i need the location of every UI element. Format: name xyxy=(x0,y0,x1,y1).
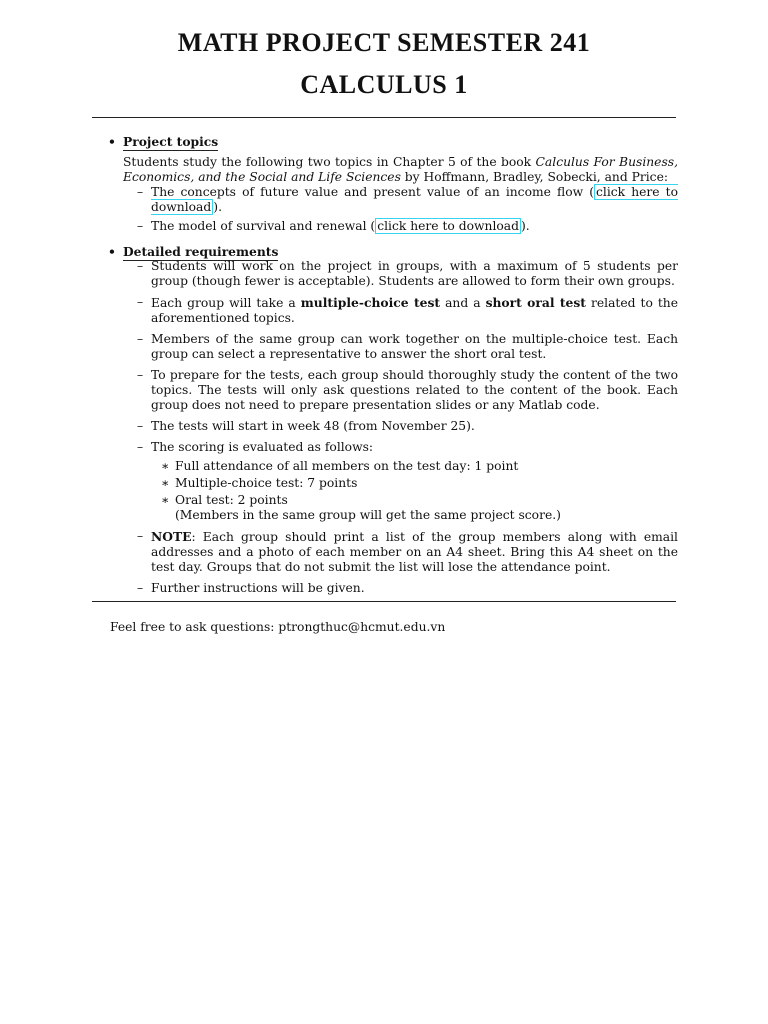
topic-text: The model of survival and renewal ( xyxy=(151,219,376,233)
requirement-text: related to the aforementioned topics. xyxy=(151,296,679,325)
requirement-text: and a xyxy=(440,296,486,310)
scoring-list xyxy=(151,459,678,523)
list-item xyxy=(108,581,678,596)
topic-suffix: ). xyxy=(521,219,530,233)
bottom-divider xyxy=(92,601,676,602)
score-text: Multiple-choice test: 7 points xyxy=(175,476,358,490)
dash-icon: – xyxy=(137,440,144,454)
download-link[interactable]: click here to download xyxy=(151,185,678,214)
list-item xyxy=(108,332,678,362)
dash-icon: – xyxy=(137,185,144,199)
project-topics-heading: Project topics xyxy=(123,134,219,149)
dash-icon: – xyxy=(137,295,144,309)
score-text: Full attendance of all members on the test day: 1 point xyxy=(175,459,519,473)
footer-contact: Feel free to ask questions: ptrongthuc@hcmut.edu.vn xyxy=(110,620,446,635)
requirement-text: Students will work on the project in groups, with a maximum of 5 students per group (though fewer is acceptable). Students are allowed to form their own groups. xyxy=(151,259,678,288)
topic-text: The concepts of future value and present value of an income flow ( xyxy=(151,185,595,199)
note-label: NOTE xyxy=(151,529,192,544)
topic-suffix: ). xyxy=(213,200,222,214)
list-item xyxy=(108,529,678,575)
list-item xyxy=(108,185,678,215)
section-project-topics xyxy=(108,134,678,234)
score-text: Oral test: 2 points xyxy=(175,493,288,507)
topics-list xyxy=(108,185,678,234)
asterisk-icon: ∗ xyxy=(161,493,170,507)
requirement-text: Each group will take a xyxy=(151,296,301,310)
oral-test-label: short oral test xyxy=(485,295,586,310)
dash-icon: – xyxy=(137,259,144,273)
dash-icon: – xyxy=(137,529,144,543)
requirement-text: The tests will start in week 48 (from November 25). xyxy=(151,419,475,433)
asterisk-icon: ∗ xyxy=(161,459,170,473)
dash-icon: – xyxy=(137,332,144,346)
multiple-choice-label: multiple-choice test xyxy=(300,295,441,310)
main-content xyxy=(108,134,678,602)
intro-text: Students study the following two topics in Chapter 5 of the book xyxy=(123,155,536,169)
requirement-text: Members of the same group can work together on the multiple-choice test. Each group can select a representative to answer the short oral test. xyxy=(151,332,678,361)
dash-icon: – xyxy=(137,419,144,433)
list-item xyxy=(108,259,678,289)
intro-authors: by Hoffmann, Bradley, Sobecki, and Price: xyxy=(400,170,668,184)
list-item xyxy=(108,419,678,434)
requirement-text: Further instructions will be given. xyxy=(151,581,365,595)
bullet-icon: • xyxy=(108,244,116,259)
document-subtitle: CALCULUS 1 xyxy=(300,70,468,99)
dash-icon: – xyxy=(137,219,144,233)
section-detailed-requirements xyxy=(108,244,678,596)
score-item xyxy=(151,459,678,474)
list-item xyxy=(108,295,678,326)
section-heading xyxy=(108,134,678,149)
requirement-text: : Each group should print a list of the group members along with email addresses and a photo of each member on an A4 sheet. Bring this A4 sheet on the test day. Groups that do not submit the list will lose the attendance point. xyxy=(151,530,678,574)
scoring-intro: The scoring is evaluated as follows: xyxy=(151,440,374,454)
score-item xyxy=(151,476,678,491)
dash-icon: – xyxy=(137,581,144,595)
document-title: MATH PROJECT SEMESTER 241 xyxy=(177,28,591,57)
dash-icon: – xyxy=(137,368,144,382)
requirement-text: To prepare for the tests, each group should thoroughly study the content of the two topics. The tests will only ask questions related to the content of the book. Each group does not need to prepare presentation slides or any Matlab code. xyxy=(151,368,678,412)
score-item xyxy=(151,493,678,523)
project-topics-intro xyxy=(123,155,678,185)
top-divider xyxy=(92,117,676,118)
detailed-requirements-heading: Detailed requirements xyxy=(123,244,279,259)
list-item xyxy=(108,440,678,523)
section-heading xyxy=(108,244,678,259)
score-note: (Members in the same group will get the same project score.) xyxy=(175,508,561,522)
asterisk-icon: ∗ xyxy=(161,476,170,490)
book-title: Calculus For Business, Economics, and the Social and Life Sciences xyxy=(123,155,678,184)
list-item xyxy=(108,368,678,413)
bullet-icon: • xyxy=(108,134,116,149)
requirements-list xyxy=(108,259,678,596)
download-link[interactable]: click here to download xyxy=(377,219,519,233)
list-item xyxy=(108,219,678,234)
